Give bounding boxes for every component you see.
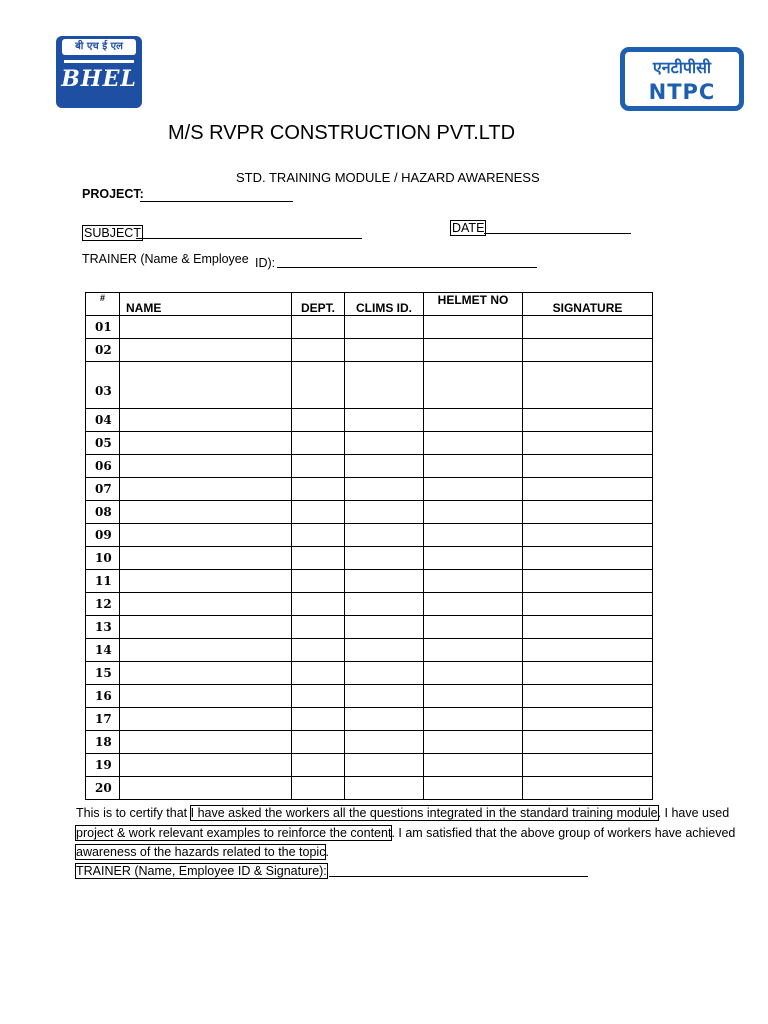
row-number: 16 (86, 685, 120, 708)
row-number: 08 (86, 501, 120, 524)
signature-cell[interactable] (523, 432, 653, 455)
bhel-logo (56, 36, 142, 108)
name-cell[interactable] (120, 616, 292, 639)
table-row (86, 339, 653, 362)
table-row (86, 639, 653, 662)
dept-cell[interactable] (292, 478, 345, 501)
name-cell[interactable] (120, 362, 292, 409)
clims-id-cell[interactable] (345, 501, 424, 524)
dept-cell[interactable] (292, 339, 345, 362)
table-row (86, 478, 653, 501)
date-line[interactable] (484, 233, 631, 234)
name-cell[interactable] (120, 731, 292, 754)
dept-cell[interactable] (292, 501, 345, 524)
bhel-hindi-text: बी एच ई एल (62, 39, 136, 55)
certificate-highlight: project & work relevant examples to reinforce the content (76, 826, 392, 840)
dept-cell[interactable] (292, 754, 345, 777)
row-number: 17 (86, 708, 120, 731)
table-row (86, 432, 653, 455)
dept-cell[interactable] (292, 524, 345, 547)
name-cell[interactable] (120, 754, 292, 777)
row-number: 02 (86, 339, 120, 362)
signature-cell[interactable] (523, 409, 653, 432)
clims-id-cell[interactable] (345, 593, 424, 616)
name-cell[interactable] (120, 777, 292, 800)
helmet-no-cell[interactable] (424, 547, 523, 570)
table-row (86, 547, 653, 570)
ntpc-logo (620, 47, 744, 111)
row-number: 11 (86, 570, 120, 593)
helmet-no-cell[interactable] (424, 432, 523, 455)
clims-id-cell[interactable] (345, 685, 424, 708)
row-number: 12 (86, 593, 120, 616)
dept-cell[interactable] (292, 455, 345, 478)
row-number: 05 (86, 432, 120, 455)
clims-id-cell[interactable] (345, 639, 424, 662)
table-header-row (86, 293, 653, 316)
row-number: 03 (86, 362, 120, 409)
helmet-no-cell[interactable] (424, 339, 523, 362)
clims-id-cell[interactable] (345, 409, 424, 432)
helmet-no-cell[interactable] (424, 777, 523, 800)
certificate-text: . I have used (657, 806, 730, 820)
row-number: 04 (86, 409, 120, 432)
name-cell[interactable] (120, 524, 292, 547)
module-title: STD. TRAINING MODULE / HAZARD AWARENESS (236, 170, 540, 185)
table-row (86, 455, 653, 478)
signature-cell[interactable] (523, 777, 653, 800)
helmet-no-cell[interactable] (424, 455, 523, 478)
bhel-logo-stripe (64, 60, 134, 63)
clims-id-cell[interactable] (345, 547, 424, 570)
row-number: 13 (86, 616, 120, 639)
name-cell[interactable] (120, 339, 292, 362)
dept-cell[interactable] (292, 362, 345, 409)
row-number: 15 (86, 662, 120, 685)
helmet-no-cell[interactable] (424, 316, 523, 339)
trainer-signature-line[interactable] (329, 876, 588, 877)
clims-id-cell[interactable] (345, 662, 424, 685)
col-header-number: # (86, 293, 120, 316)
trainer-id-label: ID): (255, 256, 276, 270)
trainer-signature-row (76, 864, 327, 878)
name-cell[interactable] (120, 593, 292, 616)
signature-cell[interactable] (523, 570, 653, 593)
table-row (86, 777, 653, 800)
col-header-dept: DEPT. (292, 293, 345, 316)
dept-cell[interactable] (292, 639, 345, 662)
certificate-text: This is to certify that (76, 806, 191, 820)
dept-cell[interactable] (292, 409, 345, 432)
certificate-highlight: awareness of the hazards related to the topic (76, 845, 326, 859)
table-row (86, 409, 653, 432)
signature-cell[interactable] (523, 708, 653, 731)
row-number: 06 (86, 455, 120, 478)
dept-cell[interactable] (292, 662, 345, 685)
col-header-helmet-no: HELMET NO (424, 293, 523, 316)
dept-cell[interactable] (292, 616, 345, 639)
clims-id-cell[interactable] (345, 754, 424, 777)
clims-id-cell[interactable] (345, 478, 424, 501)
clims-id-cell[interactable] (345, 362, 424, 409)
helmet-no-cell[interactable] (424, 662, 523, 685)
clims-id-cell[interactable] (345, 777, 424, 800)
name-cell[interactable] (120, 547, 292, 570)
certificate-highlight: I have asked the workers all the questions integrated in the standard training module (190, 806, 658, 820)
signature-cell[interactable] (523, 524, 653, 547)
col-header-clims-id: CLIMS ID. (345, 293, 424, 316)
row-number: 10 (86, 547, 120, 570)
name-cell[interactable] (120, 708, 292, 731)
certificate-line-1 (76, 806, 729, 820)
signature-cell[interactable] (523, 754, 653, 777)
dept-cell[interactable] (292, 432, 345, 455)
table-row (86, 731, 653, 754)
ntpc-hindi-text: एनटीपीसी (652, 58, 712, 77)
helmet-no-cell[interactable] (424, 754, 523, 777)
dept-cell[interactable] (292, 570, 345, 593)
name-cell[interactable] (120, 316, 292, 339)
clims-id-cell[interactable] (345, 570, 424, 593)
helmet-no-cell[interactable] (424, 708, 523, 731)
row-number: 19 (86, 754, 120, 777)
col-header-name: NAME (120, 293, 292, 316)
subject-label: SUBJECT (84, 226, 141, 240)
helmet-no-cell[interactable] (424, 501, 523, 524)
dept-cell[interactable] (292, 777, 345, 800)
signature-cell[interactable] (523, 547, 653, 570)
clims-id-cell[interactable] (345, 524, 424, 547)
dept-cell[interactable] (292, 316, 345, 339)
signature-cell[interactable] (523, 662, 653, 685)
signature-cell[interactable] (523, 362, 653, 409)
trainer-label: TRAINER (Name & Employee (82, 252, 249, 266)
signature-cell[interactable] (523, 501, 653, 524)
dept-cell[interactable] (292, 547, 345, 570)
row-number: 09 (86, 524, 120, 547)
name-cell[interactable] (120, 501, 292, 524)
clims-id-cell[interactable] (345, 316, 424, 339)
name-cell[interactable] (120, 455, 292, 478)
subject-line[interactable] (136, 238, 362, 239)
dept-cell[interactable] (292, 731, 345, 754)
table-row (86, 570, 653, 593)
signature-cell[interactable] (523, 478, 653, 501)
dept-cell[interactable] (292, 593, 345, 616)
certificate-line-3 (76, 845, 329, 859)
clims-id-cell[interactable] (345, 339, 424, 362)
attendance-table (85, 292, 653, 800)
table-row (86, 524, 653, 547)
signature-cell[interactable] (523, 616, 653, 639)
date-label: DATE (452, 221, 485, 235)
name-cell[interactable] (120, 432, 292, 455)
table-row (86, 362, 653, 409)
certificate-text: . (325, 845, 329, 859)
clims-id-cell[interactable] (345, 616, 424, 639)
helmet-no-cell[interactable] (424, 524, 523, 547)
helmet-no-cell[interactable] (424, 478, 523, 501)
row-number: 20 (86, 777, 120, 800)
project-line[interactable] (140, 201, 293, 202)
ntpc-logo-text: NTPC (648, 80, 716, 104)
table-row (86, 593, 653, 616)
name-cell[interactable] (120, 409, 292, 432)
name-cell[interactable] (120, 639, 292, 662)
helmet-no-cell[interactable] (424, 409, 523, 432)
trainer-signature-label: TRAINER (Name, Employee ID & Signature): (76, 864, 327, 878)
signature-cell[interactable] (523, 639, 653, 662)
dept-cell[interactable] (292, 708, 345, 731)
row-number: 18 (86, 731, 120, 754)
helmet-no-cell[interactable] (424, 639, 523, 662)
name-cell[interactable] (120, 570, 292, 593)
name-cell[interactable] (120, 478, 292, 501)
helmet-no-cell[interactable] (424, 570, 523, 593)
row-number: 14 (86, 639, 120, 662)
trainer-line[interactable] (277, 267, 537, 268)
name-cell[interactable] (120, 662, 292, 685)
table-row (86, 616, 653, 639)
helmet-no-cell[interactable] (424, 362, 523, 409)
table-row (86, 501, 653, 524)
clims-id-cell[interactable] (345, 708, 424, 731)
certificate-text: . I am satisfied that the above group of workers have achieved (391, 826, 736, 840)
col-header-signature: SIGNATURE (523, 293, 653, 316)
helmet-no-cell[interactable] (424, 616, 523, 639)
table-row (86, 754, 653, 777)
table-row (86, 685, 653, 708)
company-title: M/S RVPR CONSTRUCTION PVT.LTD (168, 122, 516, 144)
clims-id-cell[interactable] (345, 731, 424, 754)
clims-id-cell[interactable] (345, 432, 424, 455)
helmet-no-cell[interactable] (424, 685, 523, 708)
bhel-logo-text: BHEL (61, 66, 137, 92)
certificate-line-2 (76, 826, 735, 840)
helmet-no-cell[interactable] (424, 593, 523, 616)
name-cell[interactable] (120, 685, 292, 708)
signature-cell[interactable] (523, 339, 653, 362)
table-row (86, 316, 653, 339)
clims-id-cell[interactable] (345, 455, 424, 478)
signature-cell[interactable] (523, 731, 653, 754)
row-number: 01 (86, 316, 120, 339)
row-number: 07 (86, 478, 120, 501)
dept-cell[interactable] (292, 685, 345, 708)
helmet-no-cell[interactable] (424, 731, 523, 754)
signature-cell[interactable] (523, 685, 653, 708)
project-label: PROJECT: (82, 187, 144, 201)
signature-cell[interactable] (523, 316, 653, 339)
signature-cell[interactable] (523, 593, 653, 616)
signature-cell[interactable] (523, 455, 653, 478)
table-row (86, 708, 653, 731)
table-row (86, 662, 653, 685)
